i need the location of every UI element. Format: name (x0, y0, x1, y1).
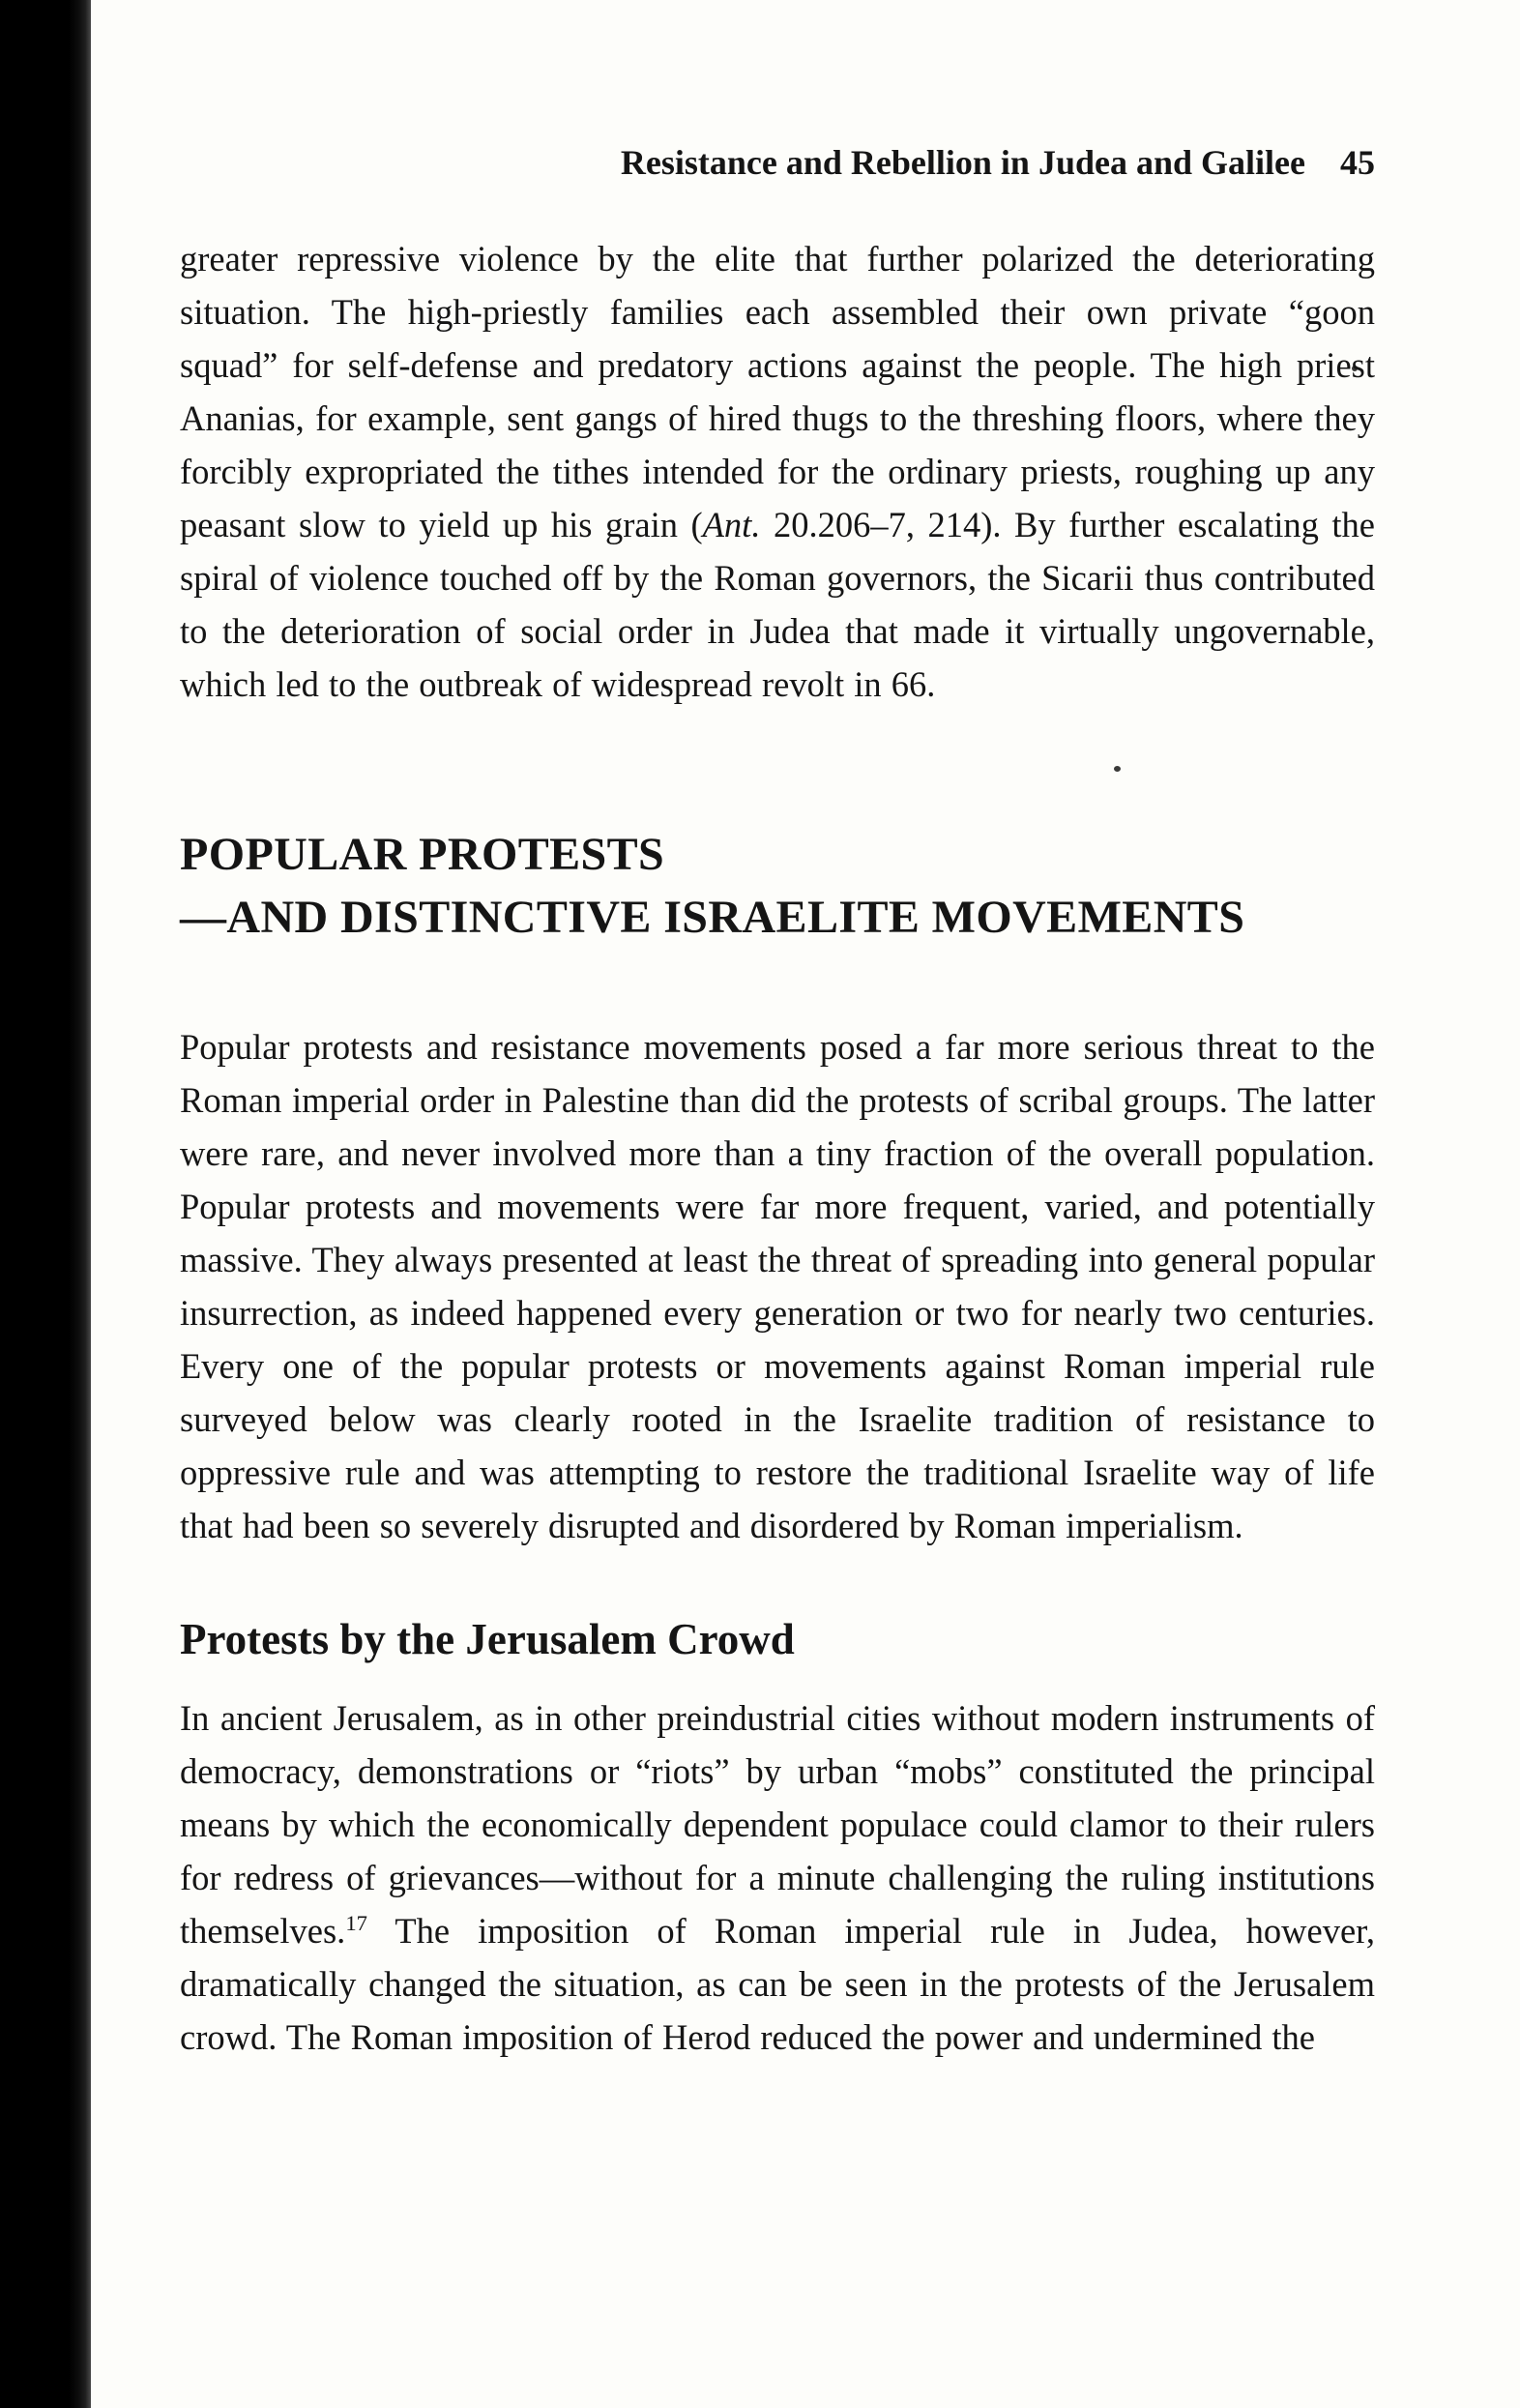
section-heading-line-2: —AND DISTINCTIVE ISRAELITE MOVEMENTS (180, 892, 1245, 943)
paragraph-jerusalem-crowd (180, 1691, 1375, 2064)
section-heading-line-1: POPULAR PROTESTS (180, 829, 665, 880)
running-head (180, 141, 1375, 184)
running-head-title: Resistance and Rebellion in Judea and Galilee (620, 143, 1305, 182)
paragraph-sicarii-violence (180, 232, 1375, 711)
paragraph-text: greater repressive violence by the elite that further polarized the deteriorating situation. The high-priestly families each assembled their own private “goon squad” for self-defense and predatory actions against the people. The high priest Ananias, for example, sent gangs of hired thugs to the threshing floors, where they forcibly expropriated the tithes intended for the ordinary priests, roughing up any peasant slow to yield up his grain ( (180, 239, 1375, 544)
paragraph-text: The imposition of Roman imperial rule in Judea, however, dramatically changed the situation, as can be seen in the protests of the Jerusalem crowd. The Roman imposition of Herod reduced the power and undermined the (180, 1911, 1375, 2057)
italic-citation-ant: Ant. (702, 505, 761, 544)
section-heading (180, 823, 1375, 949)
book-binding-shadow (0, 0, 91, 2408)
paragraph-popular-protests: Popular protests and resistance movements posed a far more serious threat to the Roman imperial order in Palestine than did the protests of scribal groups. The latter were rare, and never involved more than a tiny fraction of the overall population. Popular protests and movements were far more frequent, varied, and potentially massive. They always presented at least the threat of spreading into general popular insurrection, as indeed happened every generation or two for nearly two centuries. Every one of the popular protests or movements against Roman imperial rule surveyed below was clearly rooted in the Israelite tradition of resistance to oppressive rule and was attempting to restore the traditional Israelite way of life that had been so severely disrupted and disordered by Roman imperialism. (180, 1027, 1375, 1545)
page-number: 45 (1340, 143, 1375, 182)
paragraph-text: 20.206–7, 214). By further escalating the spiral of violence touched off by the Roman governors, the Sicarii thus contributed to the deterioration of social order in Judea that made it virtually ungovernable, which led to the outbreak of widespread revolt in 66. (180, 505, 1375, 704)
footnote-reference: 17 (345, 1910, 367, 1935)
page-content (180, 141, 1375, 2064)
subsection-heading-jerusalem-crowd: Protests by the Jerusalem Crowd (180, 1615, 795, 1663)
paragraph-text: In ancient Jerusalem, as in other preindustrial cities without modern instruments of democracy, demonstrations or “riots” by urban “mobs” constituted the principal means by which the economically dependent populace could clamor to their rulers for redress of grievances—without for a minute challenging the ruling institutions themselves. (180, 1698, 1375, 1951)
